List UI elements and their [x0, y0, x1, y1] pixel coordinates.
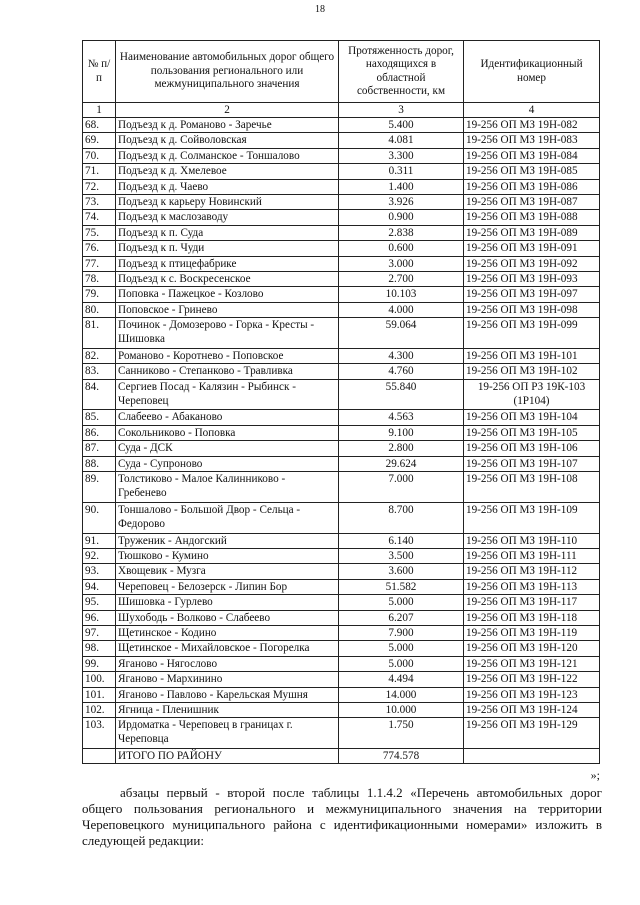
road-length: 3.300: [339, 148, 464, 163]
road-name: Подъезд к д. Хмелевое: [116, 164, 339, 179]
road-id: 19-256 ОП МЗ 19Н-108: [464, 472, 600, 503]
road-name: Щетинское - Кодино: [116, 625, 339, 640]
road-length: 4.081: [339, 133, 464, 148]
table-row: [83, 148, 600, 163]
road-name: Череповец - Белозерск - Липин Бор: [116, 579, 339, 594]
table-row: [83, 456, 600, 471]
road-length: 6.140: [339, 533, 464, 548]
road-id: 19-256 ОП МЗ 19Н-093: [464, 271, 600, 286]
row-number: 98.: [83, 641, 116, 656]
row-number: 86.: [83, 425, 116, 440]
road-length: 51.582: [339, 579, 464, 594]
table-body: [83, 118, 600, 749]
amendment-paragraph: [82, 785, 602, 849]
road-length: 7.000: [339, 472, 464, 503]
road-id: 19-256 ОП МЗ 19Н-097: [464, 287, 600, 302]
road-name: Подъезд к д. Романово - Заречье: [116, 118, 339, 133]
table-row: [83, 441, 600, 456]
row-number: 79.: [83, 287, 116, 302]
road-length: 1.750: [339, 718, 464, 749]
row-number: 87.: [83, 441, 116, 456]
road-id: 19-256 ОП МЗ 19Н-112: [464, 564, 600, 579]
road-name: Подъезд к п. Чуди: [116, 241, 339, 256]
row-number: 94.: [83, 579, 116, 594]
header-num: № п/п: [83, 41, 116, 103]
road-id: 19-256 ОП МЗ 19Н-102: [464, 364, 600, 379]
table-row: [83, 687, 600, 702]
row-number: 84.: [83, 379, 116, 410]
road-length: 10.000: [339, 702, 464, 717]
col-index-3: 3: [339, 103, 464, 118]
row-number: 102.: [83, 702, 116, 717]
row-number: 88.: [83, 456, 116, 471]
page-number: 18: [315, 4, 325, 15]
row-number: 100.: [83, 672, 116, 687]
road-id: 19-256 ОП МЗ 19Н-083: [464, 133, 600, 148]
road-name: Шухободь - Волково - Слабеево: [116, 610, 339, 625]
table-row: [83, 379, 600, 410]
row-number: 74.: [83, 210, 116, 225]
road-id: 19-256 ОП МЗ 19Н-085: [464, 164, 600, 179]
road-name: Сокольниково - Поповка: [116, 425, 339, 440]
row-number: 99.: [83, 656, 116, 671]
table-row: [83, 610, 600, 625]
road-length: 5.000: [339, 641, 464, 656]
road-id: 19-256 ОП МЗ 19Н-107: [464, 456, 600, 471]
row-number: 89.: [83, 472, 116, 503]
road-length: 5.000: [339, 656, 464, 671]
table-row: [83, 256, 600, 271]
road-id: 19-256 ОП МЗ 19Н-082: [464, 118, 600, 133]
road-id: 19-256 ОП МЗ 19Н-087: [464, 194, 600, 209]
table-row: [83, 271, 600, 286]
row-number: 95.: [83, 595, 116, 610]
road-name: Яганово - Павлово - Карельская Мушня: [116, 687, 339, 702]
road-name: Суда - ДСК: [116, 441, 339, 456]
table-row: [83, 348, 600, 363]
road-id: 19-256 ОП МЗ 19Н-118: [464, 610, 600, 625]
table-row: [83, 718, 600, 749]
road-length: 0.600: [339, 241, 464, 256]
roads-table: [82, 40, 600, 764]
road-length: 0.311: [339, 164, 464, 179]
road-id: 19-256 ОП МЗ 19Н-092: [464, 256, 600, 271]
road-name: Ягница - Пленишник: [116, 702, 339, 717]
road-name: Ирдоматка - Череповец в границах г. Череповца: [116, 718, 339, 749]
amendment-text: абзацы первый - второй после таблицы 1.1.4.2 «Перечень автомобильных дорог общего пользования регионального и межмуниципального значения на территории Череповецкого муниципального района с идентификационными номерами» изложить в следующей редакции:: [82, 785, 602, 848]
header-code: Идентификационный номер: [464, 41, 600, 103]
row-number: 78.: [83, 271, 116, 286]
road-length: 8.700: [339, 502, 464, 533]
road-id: 19-256 ОП МЗ 19Н-121: [464, 656, 600, 671]
road-name: Тюшково - Кумино: [116, 549, 339, 564]
road-length: 2.800: [339, 441, 464, 456]
road-length: 4.494: [339, 672, 464, 687]
road-length: 7.900: [339, 625, 464, 640]
road-length: 55.840: [339, 379, 464, 410]
road-length: 9.100: [339, 425, 464, 440]
road-length: 2.838: [339, 225, 464, 240]
road-name: Сергиев Посад - Калязин - Рыбинск - Череповец: [116, 379, 339, 410]
road-name: Яганово - Нягослово: [116, 656, 339, 671]
row-number: 73.: [83, 194, 116, 209]
road-id: 19-256 ОП МЗ 19Н-122: [464, 672, 600, 687]
col-index-1: 1: [83, 103, 116, 118]
header-name: Наименование автомобильных дорог общего пользования регионального или межмуниципального значения: [116, 41, 339, 103]
row-number: 93.: [83, 564, 116, 579]
road-name: Починок - Домозерово - Горка - Кресты - Шишовка: [116, 318, 339, 349]
road-name: Слабеево - Абаканово: [116, 410, 339, 425]
table-row: [83, 502, 600, 533]
row-number: 72.: [83, 179, 116, 194]
road-id: 19-256 ОП МЗ 19Н-120: [464, 641, 600, 656]
road-name: Романово - Коротнево - Поповское: [116, 348, 339, 363]
row-number: 77.: [83, 256, 116, 271]
road-id: 19-256 ОП МЗ 19Н-098: [464, 302, 600, 317]
row-number: 82.: [83, 348, 116, 363]
road-name: Подъезд к д. Сойволовская: [116, 133, 339, 148]
table-row: [83, 210, 600, 225]
road-length: 3.926: [339, 194, 464, 209]
road-id: 19-256 ОП МЗ 19Н-124: [464, 702, 600, 717]
road-name: Подъезд к с. Воскресенское: [116, 271, 339, 286]
road-id: 19-256 ОП МЗ 19Н-109: [464, 502, 600, 533]
road-length: 2.700: [339, 271, 464, 286]
road-name: Подъезд к карьеру Новинский: [116, 194, 339, 209]
road-id: 19-256 ОП МЗ 19Н-106: [464, 441, 600, 456]
col-index-4: 4: [464, 103, 600, 118]
road-id: 19-256 ОП МЗ 19Н-086: [464, 179, 600, 194]
table-row: [83, 579, 600, 594]
row-number: 96.: [83, 610, 116, 625]
road-name: Хвощевик - Музга: [116, 564, 339, 579]
row-number: 69.: [83, 133, 116, 148]
table-row: [83, 410, 600, 425]
table-row: [83, 549, 600, 564]
table-row: [83, 702, 600, 717]
row-number: 85.: [83, 410, 116, 425]
row-number: 92.: [83, 549, 116, 564]
total-code: [464, 749, 600, 764]
table-row: [83, 241, 600, 256]
road-length: 29.624: [339, 456, 464, 471]
table-row: [83, 318, 600, 349]
row-number: 70.: [83, 148, 116, 163]
road-id: 19-256 ОП МЗ 19Н-105: [464, 425, 600, 440]
row-number: 68.: [83, 118, 116, 133]
road-id: 19-256 ОП МЗ 19Н-113: [464, 579, 600, 594]
total-num: [83, 749, 116, 764]
road-name: Труженик - Андогский: [116, 533, 339, 548]
quote-end: »;: [590, 768, 600, 782]
road-name: Подъезд к п. Суда: [116, 225, 339, 240]
road-length: 5.000: [339, 595, 464, 610]
road-name: Поповское - Гринево: [116, 302, 339, 317]
table-row: [83, 425, 600, 440]
road-id: 19-256 ОП РЗ 19К-103 (1Р104): [464, 379, 600, 410]
road-length: 4.760: [339, 364, 464, 379]
road-id: 19-256 ОП МЗ 19Н-119: [464, 625, 600, 640]
row-number: 75.: [83, 225, 116, 240]
road-length: 4.300: [339, 348, 464, 363]
header-length: Протяженность дорог, находящихся в областной собственности, км: [339, 41, 464, 103]
total-label: ИТОГО ПО РАЙОНУ: [116, 749, 339, 764]
road-name: Яганово - Мархинино: [116, 672, 339, 687]
road-length: 1.400: [339, 179, 464, 194]
table-row: [83, 133, 600, 148]
road-id: 19-256 ОП МЗ 19Н-084: [464, 148, 600, 163]
road-length: 10.103: [339, 287, 464, 302]
row-number: 81.: [83, 318, 116, 349]
table-row: [83, 164, 600, 179]
road-length: 6.207: [339, 610, 464, 625]
road-length: 3.600: [339, 564, 464, 579]
road-name: Шишовка - Гурлево: [116, 595, 339, 610]
table-row: [83, 118, 600, 133]
row-number: 90.: [83, 502, 116, 533]
road-length: 3.000: [339, 256, 464, 271]
road-length: 0.900: [339, 210, 464, 225]
road-name: Подъезд к д. Чаево: [116, 179, 339, 194]
road-name: Толстиково - Малое Калинниково - Гребенево: [116, 472, 339, 503]
road-name: Щетинское - Михайловское - Погорелка: [116, 641, 339, 656]
road-name: Тоншалово - Большой Двор - Сельца - Федорово: [116, 502, 339, 533]
table-row: [83, 287, 600, 302]
road-id: 19-256 ОП МЗ 19Н-088: [464, 210, 600, 225]
row-number: 97.: [83, 625, 116, 640]
road-id: 19-256 ОП МЗ 19Н-104: [464, 410, 600, 425]
road-name: Санниково - Степанково - Травливка: [116, 364, 339, 379]
table-row: [83, 225, 600, 240]
table-row: [83, 364, 600, 379]
road-id: 19-256 ОП МЗ 19Н-110: [464, 533, 600, 548]
road-length: 4.000: [339, 302, 464, 317]
road-id: 19-256 ОП МЗ 19Н-117: [464, 595, 600, 610]
table-row: [83, 625, 600, 640]
road-id: 19-256 ОП МЗ 19Н-091: [464, 241, 600, 256]
table-row: [83, 595, 600, 610]
table-row: [83, 179, 600, 194]
table-row: [83, 302, 600, 317]
table-row: [83, 533, 600, 548]
row-number: 103.: [83, 718, 116, 749]
road-id: 19-256 ОП МЗ 19Н-099: [464, 318, 600, 349]
road-name: Подъезд к маслозаводу: [116, 210, 339, 225]
road-id: 19-256 ОП МЗ 19Н-089: [464, 225, 600, 240]
row-number: 91.: [83, 533, 116, 548]
total-length: 774.578: [339, 749, 464, 764]
road-name: Поповка - Пажецкое - Козлово: [116, 287, 339, 302]
row-number: 101.: [83, 687, 116, 702]
road-length: 14.000: [339, 687, 464, 702]
table-row: [83, 672, 600, 687]
row-number: 80.: [83, 302, 116, 317]
road-name: Суда - Супроново: [116, 456, 339, 471]
road-name: Подъезд к д. Солманское - Тоншалово: [116, 148, 339, 163]
road-id: 19-256 ОП МЗ 19Н-101: [464, 348, 600, 363]
road-id: 19-256 ОП МЗ 19Н-111: [464, 549, 600, 564]
road-id: 19-256 ОП МЗ 19Н-129: [464, 718, 600, 749]
table-row: [83, 194, 600, 209]
road-length: 5.400: [339, 118, 464, 133]
table-row: [83, 564, 600, 579]
table-row: [83, 641, 600, 656]
col-index-2: 2: [116, 103, 339, 118]
road-name: Подъезд к птицефабрике: [116, 256, 339, 271]
row-number: 83.: [83, 364, 116, 379]
row-number: 71.: [83, 164, 116, 179]
table-row: [83, 472, 600, 503]
row-number: 76.: [83, 241, 116, 256]
road-length: 4.563: [339, 410, 464, 425]
road-length: 3.500: [339, 549, 464, 564]
road-length: 59.064: [339, 318, 464, 349]
table-row: [83, 656, 600, 671]
road-id: 19-256 ОП МЗ 19Н-123: [464, 687, 600, 702]
